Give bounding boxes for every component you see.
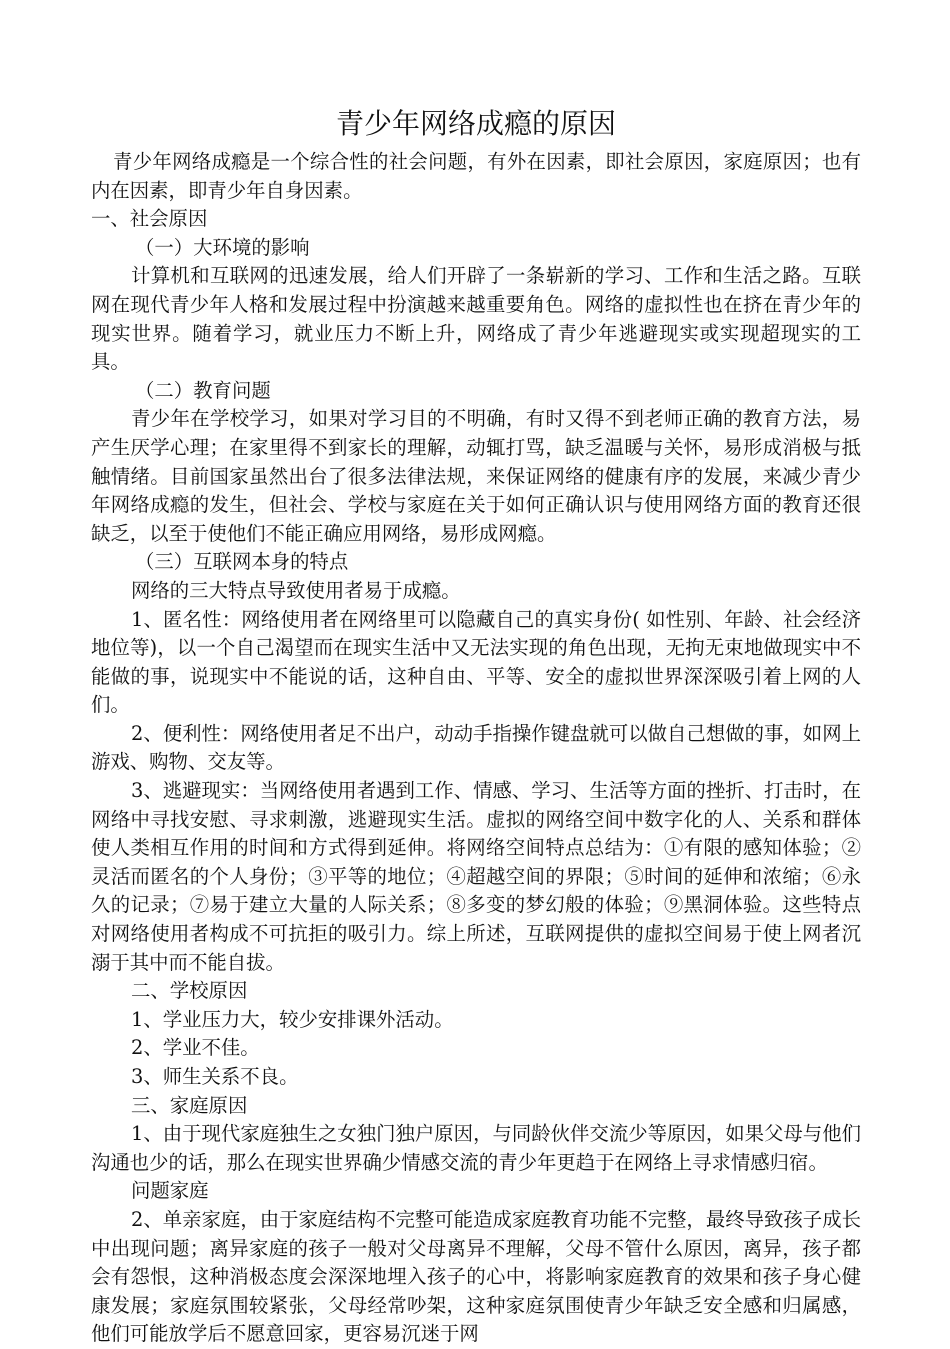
paragraph-anonymity: 1、匿名性：网络使用者在网络里可以隐藏自己的真实身份( 如性别、年龄、社会经济地位等)，以一个自己渴望而在现实生活中又无法实现的角色出现，无拘无束地做现实中不能做的事，说现实中不能说的话，这种自由、平等、安全的虚拟世界深深吸引着上网的人们。 <box>91 607 861 717</box>
paragraph-education: 青少年在学校学习，如果对学习目的不明确，有时又得不到老师正确的教育方法，易产生厌学心理；在家里得不到家长的理解，动辄打骂，缺乏温暖与关怀，易形成消极与抵触情绪。目前国家虽然出台了很多法律法规，来保证网络的健康有序的发展，来减少青少年网络成瘾的发生，但社会、学校与家庭在关于如何正确认识与使用网络方面的教育还很缺乏，以至于使他们不能正确应用网络，易形成网瘾。 <box>91 407 861 545</box>
heading-family-causes: 三、家庭原因 <box>131 1093 248 1117</box>
paragraph-intro: 青少年网络成瘾是一个综合性的社会问题，有外在因素，即社会原因，家庭原因；也有内在因素，即青少年自身因素。 <box>91 150 861 202</box>
list-item-school-1: 1、学业压力大，较少安排课外活动。 <box>131 1007 454 1031</box>
document-page <box>91 104 861 1349</box>
paragraph-environment: 计算机和互联网的迅速发展，给人们开辟了一条崭新的学习、工作和生活之路。互联网在现代青少年人格和发展过程中扮演越来越重要角色。网络的虚拟性也在挤在青少年的现实世界。随着学习，就业压力不断上升，网络成了青少年逃避现实或实现超现实的工具。 <box>91 264 861 374</box>
paragraph-three-features: 网络的三大特点导致使用者易于成瘾。 <box>131 578 461 602</box>
paragraph-convenience: 2、便利性：网络使用者足不出户，动动手指操作键盘就可以做自己想做的事，如网上游戏、购物、交友等。 <box>91 721 861 774</box>
paragraph-family-2: 2、单亲家庭，由于家庭结构不完整可能造成家庭教育功能不完整，最终导致孩子成长中出现问题；离异家庭的孩子一般对父母离异不理解，父母不管什么原因，离异，孩子都会有怨恨，这种消极态度会深深地埋入孩子的心中，将影响家庭教育的效果和孩子身心健康发展；家庭氛围较紧张，父母经常吵架，这种家庭氛围使青少年缺乏安全感和归属感，他们可能放学后不愿意回家，更容易沉迷于网 <box>91 1207 861 1346</box>
heading-school-causes: 二、学校原因 <box>131 979 248 1003</box>
heading-social-causes: 一、社会原因 <box>91 207 208 231</box>
list-item-school-3: 3、师生关系不良。 <box>131 1065 299 1088</box>
document-body <box>91 148 861 1349</box>
document-title: 青少年网络成瘾的原因 <box>335 107 616 140</box>
subheading-education: （二）教育问题 <box>135 378 271 402</box>
subheading-problem-family: 问题家庭 <box>131 1179 209 1203</box>
list-item-school-2: 2、学业不佳。 <box>131 1036 260 1060</box>
subheading-environment: （一）大环境的影响 <box>135 235 310 259</box>
paragraph-family-1: 1、由于现代家庭独生之女独门独户原因，与同龄伙伴交流少等原因，如果父母与他们沟通也少的话，那么在现实世界确少情感交流的青少年更趋于在网络上寻求情感归宿。 <box>91 1122 861 1174</box>
paragraph-escapism: 3、逃避现实：当网络使用者遇到工作、情感、学习、生活等方面的挫折、打击时，在网络中寻找安慰、寻求刺激，逃避现实生活。虚拟的网络空间中数字化的人、关系和群体使人类相互作用的时间和方式得到延伸。将网络空间特点总结为：①有限的感知体验；②灵活而匿名的个人身份；③平等的地位；④超越空间的界限；⑤时间的延伸和浓缩；⑥永久的记录；⑦易于建立大量的人际关系；⑧多变的梦幻般的体验；⑨黑洞体验。这些特点对网络使用者构成不可抗拒的吸引力。综上所述，互联网提供的虚拟空间易于使上网者沉溺于其中而不能自拔。 <box>91 779 861 974</box>
subheading-internet-features: （三）互联网本身的特点 <box>135 550 349 574</box>
